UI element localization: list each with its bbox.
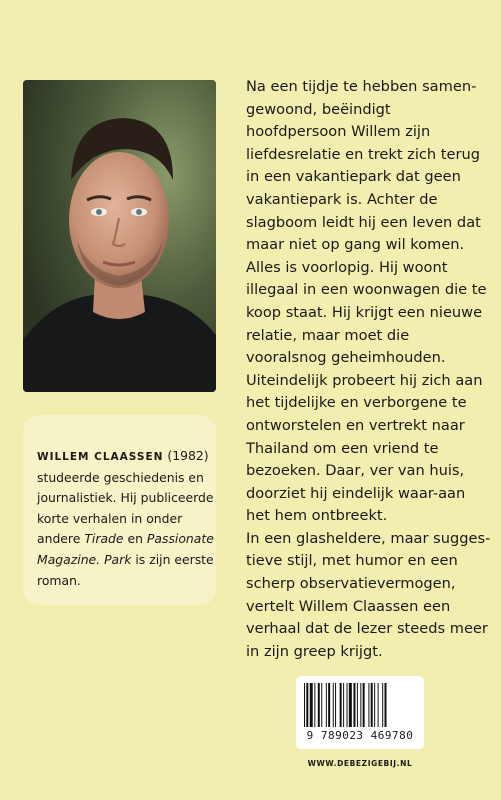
barcode-bar — [314, 683, 315, 727]
author-year: (1982) — [167, 448, 209, 463]
novel-title: Park — [104, 551, 132, 567]
barcode-bar — [333, 683, 334, 727]
bio-text-2: is zijn eerste roman. — [37, 551, 214, 588]
author-photo — [23, 80, 216, 392]
blurb-paragraph-2: In een glasheldere, maar sugges-tieve stijl, met humor en een scherp observatievermogen, vertelt Willem Claassen een verhaal dat de lezer steeds meer in zijn greep krijgt. — [246, 529, 491, 660]
barcode-bar — [310, 683, 313, 727]
barcode-bars — [304, 683, 416, 727]
barcode-bar — [360, 683, 361, 727]
isbn-digits: 9 789023 469780 — [306, 729, 414, 742]
magazine-tirade: Tirade — [84, 531, 124, 547]
barcode-bar — [382, 683, 383, 727]
bio-conj: en — [127, 531, 143, 547]
barcode-bar — [368, 683, 369, 727]
barcode — [296, 676, 424, 749]
barcode-bar — [353, 683, 355, 727]
barcode-bar — [318, 683, 320, 727]
barcode-bar — [306, 683, 308, 727]
barcode-bar — [357, 683, 358, 727]
blurb-paragraph-1: Na een tijdje te hebben samen-gewoond, beëindigt hoofdpersoon Willem zijn liefdesrelatie en trekt zich terug in een vakantiepark dat geen vakantiepark is. Achter de slagboom leidt hij een leven dat maar niet op gang wil komen. Alles is voorlopig. Hij woont illegaal in een woonwagen die te koop staat. Hij krijgt een nieuwe relatie, maar moet die vooralsnog geheimhouden. Uiteindelijk probeert hij zich aan het tijdelijke en verborgene te ontworstelen en vertrekt naar Thailand om een vriend te bezoeken. Daar, ver van huis, doorziet hij eindelijk waar-aan het hem ontbreekt. — [246, 78, 487, 525]
barcode-bar — [335, 683, 336, 727]
barcode-bar — [385, 683, 387, 727]
barcode-bar — [374, 683, 375, 727]
barcode-bar — [378, 683, 379, 727]
barcode-bar — [363, 683, 365, 727]
barcode-bar — [326, 683, 327, 727]
bio-text-1: studeerde geschiedenis en journalistiek. Hij publiceerde korte verhalen in onder andere — [37, 469, 214, 547]
magazine-passionate: Passionate Magazine. — [37, 531, 214, 567]
barcode-bar — [321, 683, 322, 727]
author-name: WILLEM CLAASSEN — [37, 451, 164, 463]
barcode-bar — [328, 683, 330, 727]
barcode-bar — [347, 683, 348, 727]
barcode-bar — [304, 683, 305, 727]
book-blurb — [246, 76, 491, 663]
publisher-url: WWW.DEBEZIGEBIJ.NL — [307, 759, 413, 768]
barcode-bar — [349, 683, 352, 727]
author-bio — [37, 446, 215, 591]
barcode-bar — [371, 683, 373, 727]
barcode-bar — [340, 683, 342, 727]
barcode-bar — [343, 683, 344, 727]
author-portrait-image — [23, 80, 216, 392]
